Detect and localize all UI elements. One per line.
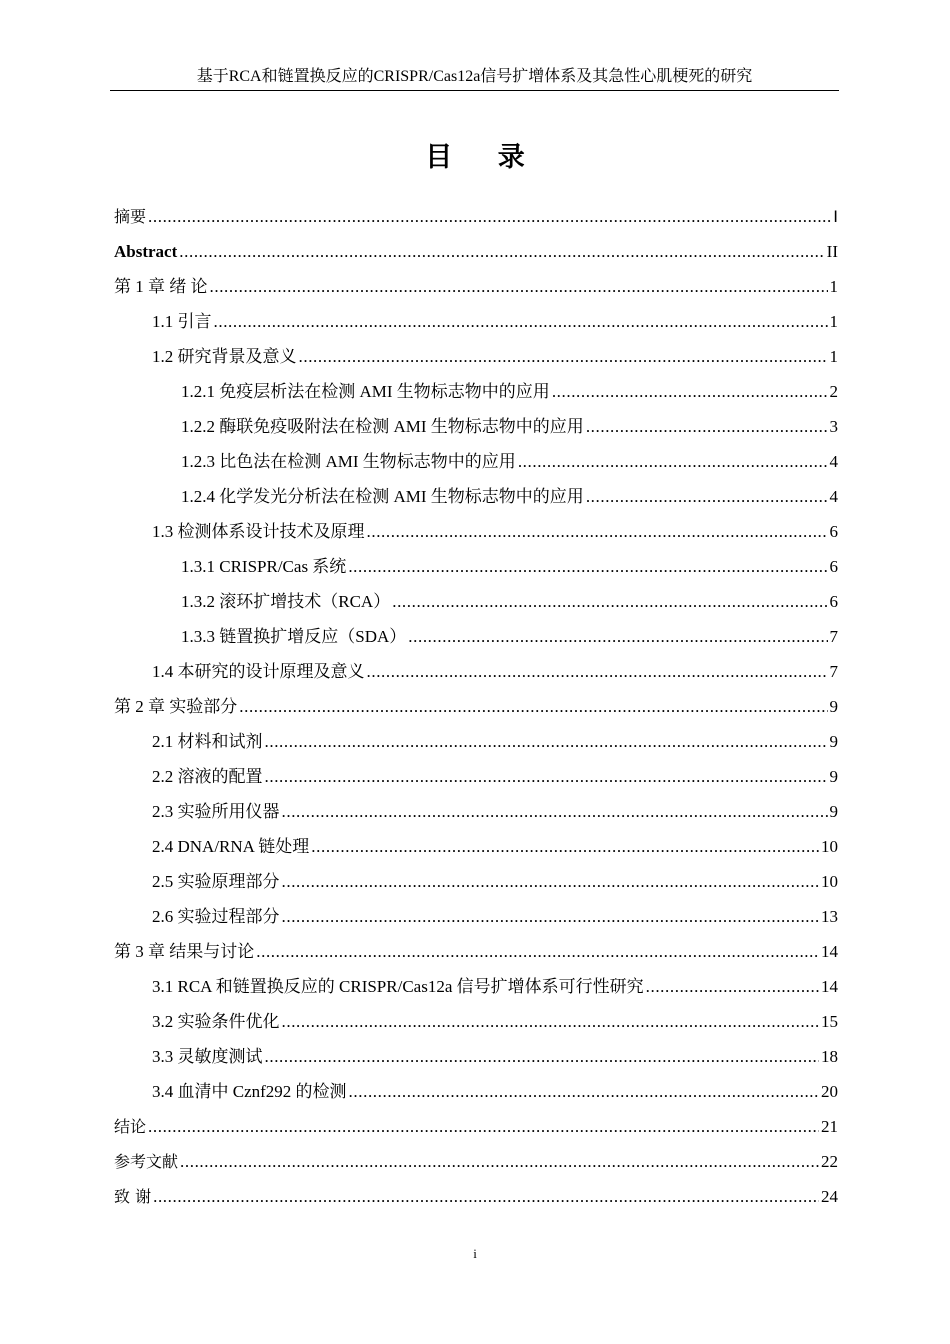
toc-dot-leader bbox=[586, 415, 828, 439]
toc-entry-page: 4 bbox=[829, 487, 838, 506]
toc-entry-3-3[interactable] bbox=[152, 1045, 838, 1069]
toc-entry-page: 6 bbox=[829, 592, 838, 611]
toc-entry-page: 18 bbox=[821, 1047, 838, 1066]
toc-entry-label: 1.3.3 链置换扩增反应（SDA） bbox=[181, 627, 407, 646]
toc-dot-leader bbox=[214, 310, 828, 334]
toc-dot-leader bbox=[265, 1045, 820, 1069]
toc-entry-label: 3.3 灵敏度测试 bbox=[152, 1047, 263, 1066]
toc-entry-label: 1.2.2 酶联免疫吸附法在检测 AMI 生物标志物中的应用 bbox=[181, 417, 584, 436]
toc-dot-leader bbox=[148, 205, 831, 229]
toc-entry-page: 6 bbox=[829, 557, 838, 576]
toc-dot-leader bbox=[646, 975, 819, 999]
toc-dot-leader bbox=[282, 1010, 820, 1034]
toc-entry-abstract-en[interactable] bbox=[114, 240, 838, 264]
toc-entry-label: 1.3.2 滚环扩增技术（RCA） bbox=[181, 592, 391, 611]
toc-entry-label: 2.4 DNA/RNA 链处理 bbox=[152, 837, 310, 856]
toc-title: 目 录 bbox=[425, 142, 543, 173]
toc-entry-page: 14 bbox=[821, 977, 838, 996]
toc-entry-label: 参考文献 bbox=[114, 1152, 179, 1171]
toc-entry-page: 7 bbox=[829, 662, 838, 681]
toc-entry-label: 1.2.4 化学发光分析法在检测 AMI 生物标志物中的应用 bbox=[181, 487, 584, 506]
toc-entry-page: 15 bbox=[821, 1012, 838, 1031]
toc-dot-leader bbox=[148, 1115, 819, 1139]
toc-entry-page: 10 bbox=[821, 837, 838, 856]
toc-entry-label: 2.5 实验原理部分 bbox=[152, 872, 280, 891]
toc-entry-2-5[interactable] bbox=[152, 870, 838, 894]
toc-entry-1-1[interactable] bbox=[152, 310, 838, 334]
toc-entry-label: 2.6 实验过程部分 bbox=[152, 907, 280, 926]
toc-entry-chapter-1[interactable] bbox=[114, 275, 838, 299]
toc-entry-label: 1.2.3 比色法在检测 AMI 生物标志物中的应用 bbox=[181, 452, 516, 471]
toc-dot-leader bbox=[265, 730, 828, 754]
toc-entry-2-1[interactable] bbox=[152, 730, 838, 754]
toc-entry-label: 2.3 实验所用仪器 bbox=[152, 802, 280, 821]
toc-dot-leader bbox=[586, 485, 828, 509]
toc-entry-page: 6 bbox=[829, 522, 838, 541]
toc-entry-label: 3.1 RCA 和链置换反应的 CRISPR/Cas12a 信号扩增体系可行性研究 bbox=[152, 977, 644, 996]
toc-entry-page: 1 bbox=[829, 277, 838, 296]
toc-entry-1-3-1[interactable] bbox=[181, 555, 838, 579]
toc-dot-leader bbox=[392, 590, 827, 614]
toc-dot-leader bbox=[367, 520, 828, 544]
toc-entry-2-3[interactable] bbox=[152, 800, 838, 824]
toc-entry-conclusion[interactable] bbox=[114, 1115, 838, 1139]
toc-entry-label: 1.2.1 免疫层析法在检测 AMI 生物标志物中的应用 bbox=[181, 382, 550, 401]
toc-entry-1-2-4[interactable] bbox=[181, 485, 838, 509]
toc-dot-leader bbox=[348, 555, 827, 579]
toc-entry-page: 9 bbox=[829, 697, 838, 716]
toc-entry-page: 24 bbox=[821, 1187, 838, 1206]
toc-entry-1-2-2[interactable] bbox=[181, 415, 838, 439]
toc-entry-1-3[interactable] bbox=[152, 520, 838, 544]
toc-entry-label: 2.2 溶液的配置 bbox=[152, 767, 263, 786]
toc-dot-leader bbox=[299, 345, 828, 369]
toc-entry-2-6[interactable] bbox=[152, 905, 838, 929]
toc-entry-references[interactable] bbox=[114, 1150, 838, 1174]
toc-dot-leader bbox=[239, 695, 827, 719]
toc-entry-page: 2 bbox=[829, 382, 838, 401]
toc-entry-page: 4 bbox=[829, 452, 838, 471]
toc-entry-label: Abstract bbox=[114, 242, 178, 261]
toc-entry-label: 第 1 章 绪 论 bbox=[114, 277, 208, 296]
toc-dot-leader bbox=[349, 1080, 819, 1104]
toc-entry-abstract-cn[interactable] bbox=[114, 205, 838, 229]
toc-entry-label: 第 2 章 实验部分 bbox=[114, 697, 238, 716]
toc-entry-3-2[interactable] bbox=[152, 1010, 838, 1034]
toc-dot-leader bbox=[256, 940, 819, 964]
toc-dot-leader bbox=[367, 660, 828, 684]
toc-entry-acknowledgements[interactable] bbox=[114, 1185, 838, 1209]
toc-entry-page: 22 bbox=[821, 1152, 838, 1171]
toc-entry-page: 9 bbox=[829, 732, 838, 751]
toc-entry-2-4[interactable] bbox=[152, 835, 838, 859]
toc-entry-page: 10 bbox=[821, 872, 838, 891]
toc-entry-label: 2.1 材料和试剂 bbox=[152, 732, 263, 751]
toc-dot-leader bbox=[282, 905, 820, 929]
toc-dot-leader bbox=[282, 870, 820, 894]
toc-entry-label: 1.2 研究背景及意义 bbox=[152, 347, 297, 366]
toc-entry-3-4[interactable] bbox=[152, 1080, 838, 1104]
toc-entry-label: 致 谢 bbox=[114, 1187, 152, 1206]
toc-entry-page: 14 bbox=[821, 942, 838, 961]
toc-entry-page: 9 bbox=[829, 767, 838, 786]
toc-entry-1-4[interactable] bbox=[152, 660, 838, 684]
toc-entry-1-3-3[interactable] bbox=[181, 625, 838, 649]
toc-entry-1-2[interactable] bbox=[152, 345, 838, 369]
toc-entry-page: II bbox=[826, 242, 838, 261]
toc-entry-3-1[interactable] bbox=[152, 975, 838, 999]
toc-entry-label: 1.3 检测体系设计技术及原理 bbox=[152, 522, 365, 541]
toc-entry-page: 3 bbox=[829, 417, 838, 436]
toc-dot-leader bbox=[311, 835, 819, 859]
toc-dot-leader bbox=[179, 240, 824, 264]
toc-dot-leader bbox=[518, 450, 828, 474]
toc-dot-leader bbox=[180, 1150, 819, 1174]
toc-entry-label: 摘要 bbox=[114, 207, 147, 226]
toc-dot-leader bbox=[210, 275, 828, 299]
page-number: i bbox=[473, 1246, 477, 1261]
toc-entry-label: 第 3 章 结果与讨论 bbox=[114, 942, 255, 961]
header-rule bbox=[110, 90, 839, 91]
toc-entry-page: I bbox=[833, 207, 838, 226]
toc-entry-1-2-1[interactable] bbox=[181, 380, 838, 404]
toc-dot-leader bbox=[552, 380, 828, 404]
toc-dot-leader bbox=[265, 765, 828, 789]
toc-dot-leader bbox=[408, 625, 827, 649]
toc-entry-page: 20 bbox=[821, 1082, 838, 1101]
toc-entry-page: 9 bbox=[829, 802, 838, 821]
toc-entry-2-2[interactable] bbox=[152, 765, 838, 789]
toc-dot-leader bbox=[282, 800, 828, 824]
toc-entry-label: 结论 bbox=[114, 1117, 147, 1136]
toc-entry-page: 13 bbox=[821, 907, 838, 926]
toc-entry-page: 21 bbox=[821, 1117, 838, 1136]
toc-entry-label: 1.3.1 CRISPR/Cas 系统 bbox=[181, 557, 347, 576]
toc-entry-1-2-3[interactable] bbox=[181, 450, 838, 474]
toc-entry-page: 1 bbox=[829, 312, 838, 331]
toc-entry-chapter-3[interactable] bbox=[114, 940, 838, 964]
toc-entry-page: 1 bbox=[829, 347, 838, 366]
toc-dot-leader bbox=[153, 1185, 819, 1209]
toc-entry-label: 1.4 本研究的设计原理及意义 bbox=[152, 662, 365, 681]
toc-entry-chapter-2[interactable] bbox=[114, 695, 838, 719]
running-header: 基于RCA和链置换反应的CRISPR/Cas12a信号扩增体系及其急性心肌梗死的研究 bbox=[196, 68, 753, 85]
toc-entry-1-3-2[interactable] bbox=[181, 590, 838, 614]
toc-entry-page: 7 bbox=[829, 627, 838, 646]
toc-entry-label: 3.2 实验条件优化 bbox=[152, 1012, 280, 1031]
toc-entry-label: 3.4 血清中 Cznf292 的检测 bbox=[152, 1082, 347, 1101]
toc-entry-label: 1.1 引言 bbox=[152, 312, 212, 331]
